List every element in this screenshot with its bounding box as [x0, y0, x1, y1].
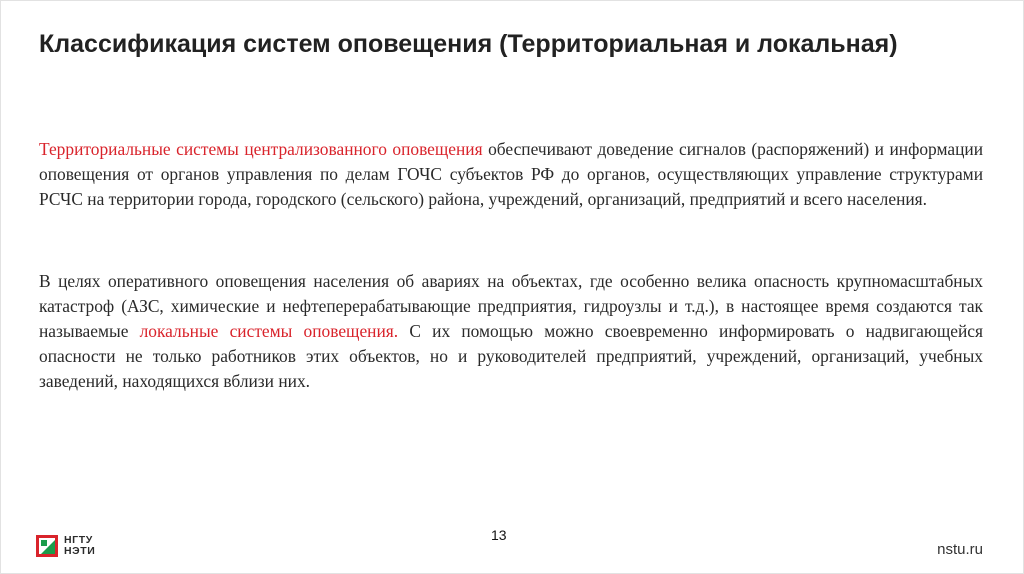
paragraph-territorial [39, 137, 983, 212]
highlight-territorial-systems: Территориальные системы централизованного оповещения [39, 139, 483, 159]
slide-title: Классификация систем оповещения (Территориальная и локальная) [39, 30, 898, 58]
logo-line-neti: НЭТИ [64, 545, 96, 557]
highlight-local-systems: локальные системы оповещения. [139, 321, 399, 341]
logo-mark-icon [36, 535, 58, 557]
logo-text [64, 535, 95, 557]
paragraph-local-text-before: В целях оперативного оповещения населения об авариях на объектах, где особенно велика опасность крупномасштабных катастроф (АЗС, химические и нефтеперерабатывающие предприятия, гидроузлы и т.д.), в настоящее время создаются так называемые [39, 271, 983, 341]
page-number: 13 [491, 527, 507, 543]
university-logo [36, 535, 95, 557]
paragraph-territorial-text: обеспечивают доведение сигналов (распоряжений) и информации оповещения от органов управления по делам ГОЧС субъектов РФ до органов, осуществляющих управление структурами РСЧС на территории города, городского (сельского) района, учреждений, организаций, предприятий и всего населения. [39, 139, 983, 209]
paragraph-local [39, 269, 983, 394]
site-url: nstu.ru [937, 541, 983, 558]
logo-line-ngtu: НГТУ [64, 534, 93, 546]
paragraph-local-text-after: С их помощью можно своевременно информировать о надвигающейся опасности не только работников этих объектов, но и руководителей предприятий, учреждений, организаций, учебных заведений, находящихся вблизи них. [39, 321, 983, 391]
